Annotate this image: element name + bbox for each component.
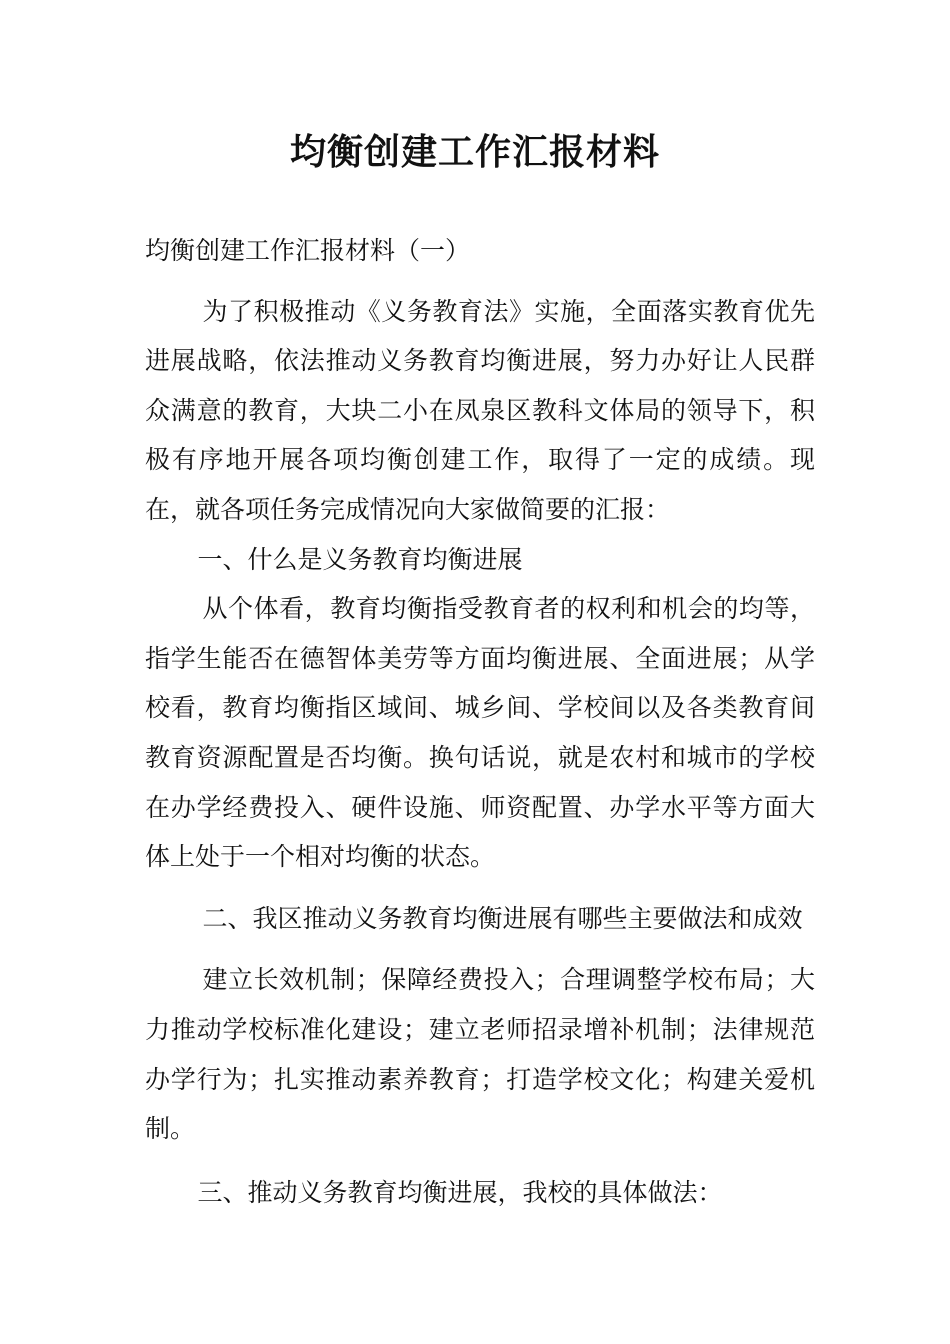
section-heading-1: 一、什么是义务教育均衡进展 <box>197 544 523 574</box>
section-paragraph-1: 从个体看，教育均衡指受教育者的权利和机会的均等，指学生能否在德智体美劳等方面均衡进展、全面进展；从学校看，教育均衡指区域间、城乡间、学校间以及各类教育间教育资源配置是否均衡。换句话说，就是农村和城市的学校在办学经费投入、硬件设施、师资配置、办学水平等方面大体上处于一个相对均衡的状态。 <box>145 594 815 872</box>
document-title: 均衡创建工作汇报材料 <box>289 131 660 173</box>
section-heading-2: 二、我区推动义务教育均衡进展有哪些主要做法和成效 <box>202 903 803 933</box>
intro-paragraph: 为了积极推动《义务教育法》实施，全面落实教育优先进展战略，依法推动义务教育均衡进展，努力办好让人民群众满意的教育，大块二小在凤泉区教科文体局的领导下，积极有序地开展各项均衡创建工作，取得了一定的成绩。现在，就各项任务完成情况向大家做简要的汇报： <box>145 296 815 524</box>
document-subtitle: 均衡创建工作汇报材料（一） <box>145 236 471 265</box>
document-body <box>145 226 815 1217</box>
section-paragraph-2: 建立长效机制；保障经费投入；合理调整学校布局；大力推动学校标准化建设；建立老师招录增补机制；法律规范办学行为；扎实推动素养教育；打造学校文化；构建关爱机制。 <box>145 965 815 1144</box>
section-heading-3: 三、推动义务教育均衡进展，我校的具体做法： <box>197 1177 723 1207</box>
